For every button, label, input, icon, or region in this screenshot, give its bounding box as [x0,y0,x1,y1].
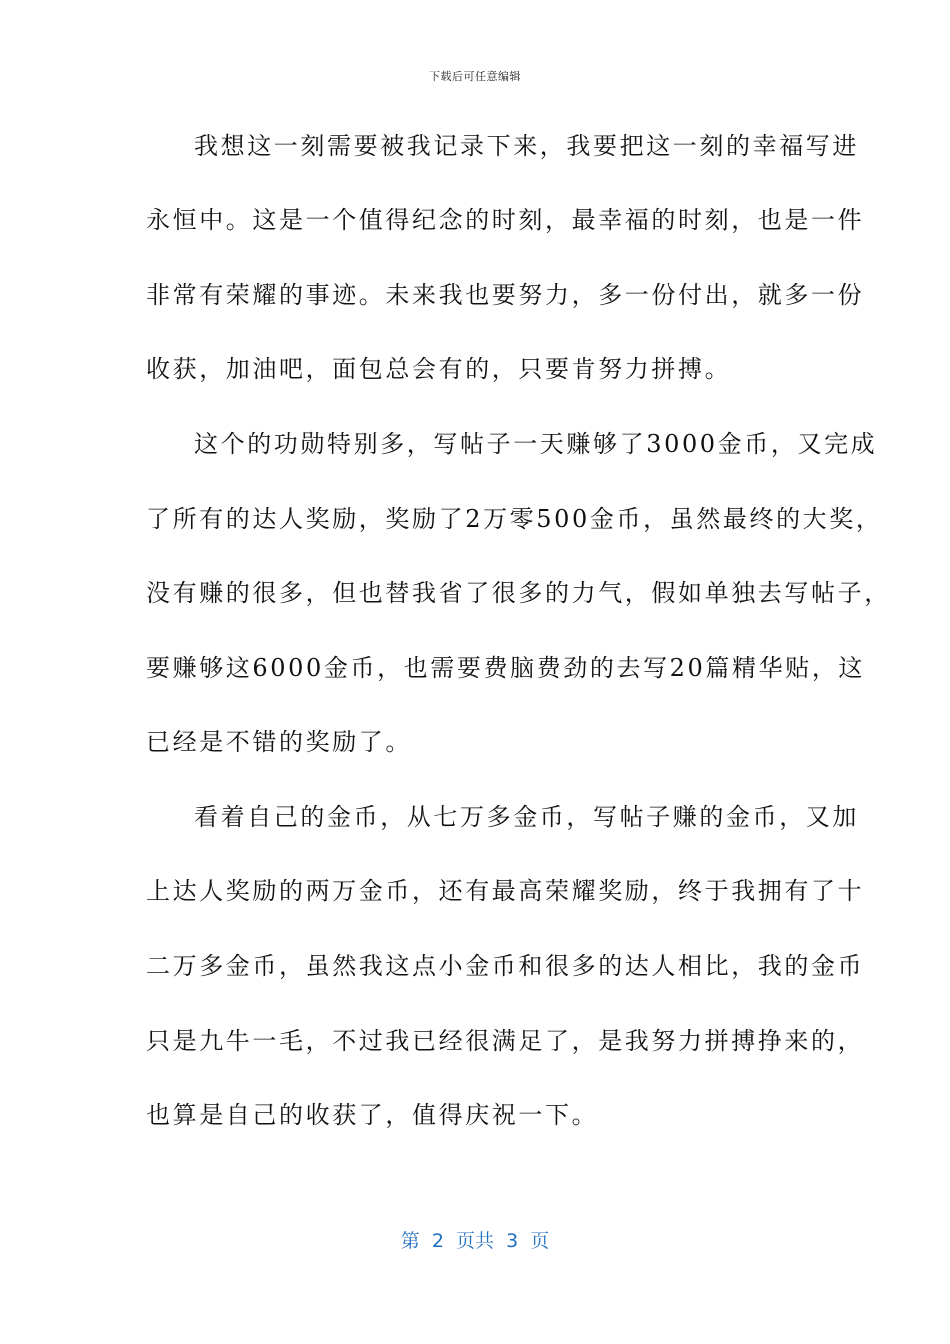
paragraph-2-line-3: 没有赚的很多，但也替我省了很多的力气，假如单独去写帖子， [146,579,891,607]
paragraph-3-line-4: 只是九牛一毛，不过我已经很满足了，是我努力拼搏挣来的， [146,1027,865,1055]
paragraph-2-line-2: 了所有的达人奖励，奖励了2万零500金币，虽然最终的大奖， [146,505,883,533]
page-number-footer: 第 2 页共 3 页 [400,1230,550,1252]
paragraph-1-line-2: 永恒中。这是一个值得纪念的时刻，最幸福的时刻，也是一件 [146,206,865,234]
paragraph-2-line-1: 这个的功勋特别多，写帖子一天赚够了3000金币，又完成 [194,430,878,458]
paragraph-3-line-2: 上达人奖励的两万金币，还有最高荣耀奖励，终于我拥有了十 [146,877,865,905]
paragraph-1-line-4: 收获，加油吧，面包总会有的，只要肯努力拼搏。 [146,355,732,383]
paragraph-1-line-1: 我想这一刻需要被我记录下来，我要把这一刻的幸福写进 [194,132,859,160]
paragraph-3-line-3: 二万多金币，虽然我这点小金币和很多的达人相比，我的金币 [146,952,865,980]
paragraph-2-line-4: 要赚够这6000金币，也需要费脑费劲的去写20篇精华贴，这 [146,654,866,682]
paragraph-3-line-1: 看着自己的金币，从七万多金币，写帖子赚的金币，又加 [194,803,859,831]
header-note: 下载后可任意编辑 [429,70,521,83]
paragraph-2-line-5: 已经是不错的奖励了。 [146,728,412,756]
paragraph-3-line-5: 也算是自己的收获了，值得庆祝一下。 [146,1101,599,1129]
paragraph-1-line-3: 非常有荣耀的事迹。未来我也要努力，多一份付出，就多一份 [146,281,865,309]
